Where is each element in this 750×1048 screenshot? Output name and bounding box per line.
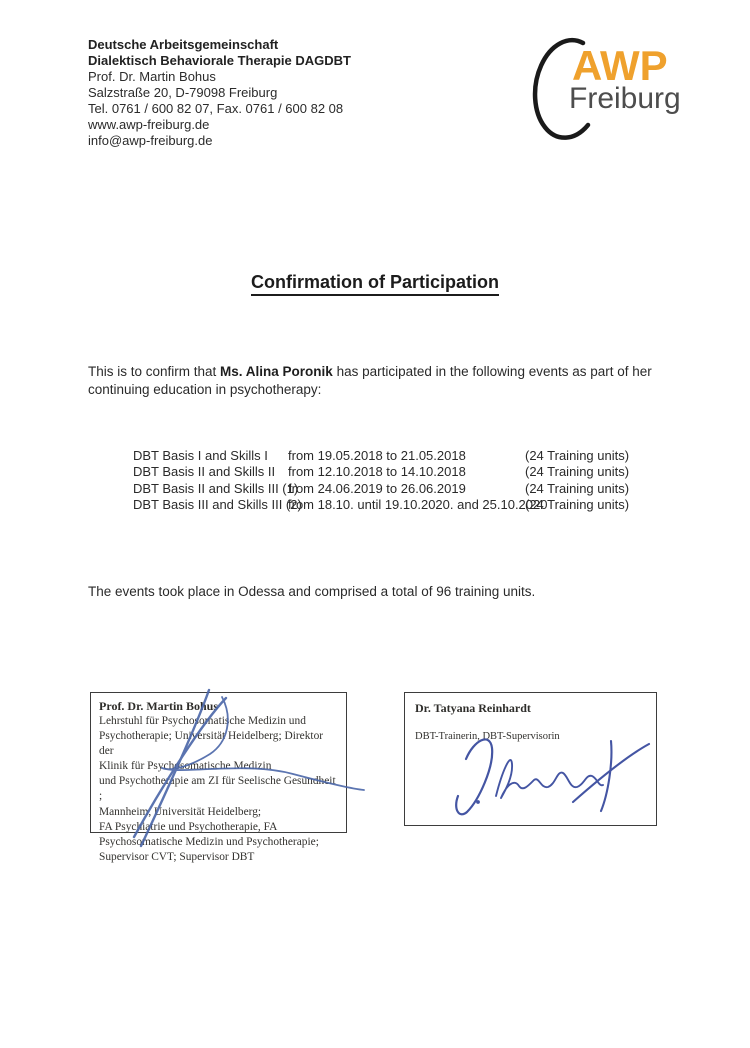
- event-dates: from 18.10. until 19.10.2020. and 25.10.2020: [288, 496, 548, 512]
- event-units: (24 Training units): [525, 496, 630, 512]
- signer-credential-line: und Psychotherapie am ZI für Seelische Gesundheit ;: [99, 775, 336, 803]
- contact-address: Salzstraße 20, D-79098 Freiburg: [88, 85, 278, 100]
- page-title: Confirmation of Participation: [251, 272, 499, 296]
- summary-line: The events took place in Odessa and comprised a total of 96 training units.: [88, 584, 536, 599]
- signer-name: Dr. Tatyana Reinhardt: [415, 701, 531, 715]
- signer-credential-line: Psychosomatische Medizin und Psychotherapie;: [99, 835, 319, 848]
- signer-credential-line: Psychotherapie; Universität Heidelberg; Direktor der: [99, 730, 324, 758]
- table-row: [133, 481, 629, 497]
- signer-name: Prof. Dr. Martin Bohus: [99, 699, 219, 713]
- signer-credential-line: Lehrstuhl für Psychosomatische Medizin und: [99, 715, 306, 727]
- event-name: DBT Basis II and Skills II: [133, 464, 276, 480]
- participant-name: Ms. Alina Poronik: [220, 364, 333, 379]
- event-units: (24 Training units): [525, 464, 630, 480]
- intro-paragraph: [88, 363, 668, 398]
- event-name: DBT Basis I and Skills I: [133, 448, 268, 463]
- signer-credential-line: Klinik für Psychosomatische Medizin: [99, 760, 272, 773]
- signer-credential-line: Supervisor CVT; Supervisor DBT: [99, 850, 255, 863]
- org-name-line1: Deutsche Arbeitsgemeinschaft: [88, 37, 279, 52]
- event-dates: from 12.10.2018 to 14.10.2018: [288, 464, 466, 480]
- logo-city: Freiburg: [569, 82, 681, 115]
- letterhead: [88, 37, 351, 149]
- event-dates: from 24.06.2019 to 26.06.2019: [288, 480, 466, 496]
- event-name: DBT Basis II and Skills III (1): [133, 480, 299, 496]
- event-name: DBT Basis III and Skills III (2): [133, 496, 302, 512]
- logo-acronym: AWP: [572, 42, 668, 89]
- awp-freiburg-logo: [525, 15, 725, 150]
- org-name-line2: Dialektisch Behaviorale Therapie DAGDBT: [88, 53, 351, 68]
- signature-box-reinhardt: [404, 692, 657, 826]
- intro-prefix: This is to confirm that: [88, 364, 221, 379]
- event-dates: from 19.05.2018 to 21.05.2018: [288, 448, 466, 463]
- signature-box-bohus: [90, 692, 347, 863]
- contact-person: Prof. Dr. Martin Bohus: [88, 69, 216, 84]
- table-row: [133, 448, 629, 464]
- intro-suffix: has participated in the following events as part of her continuing education in psychotherapy:: [88, 364, 652, 397]
- signer-credential-line: FA Psychiatrie und Psychotherapie, FA: [99, 820, 278, 833]
- event-units: (24 Training units): [525, 480, 630, 496]
- contact-website: www.awp-freiburg.de: [88, 117, 210, 132]
- events-table: [133, 448, 629, 513]
- contact-email: info@awp-freiburg.de: [88, 133, 213, 148]
- event-units: (24 Training units): [525, 448, 630, 463]
- contact-phone-fax: Tel. 0761 / 600 82 07, Fax. 0761 / 600 82 08: [88, 101, 344, 116]
- signer-role: DBT-Trainerin, DBT-Supervisorin: [415, 731, 560, 742]
- table-row: [133, 497, 629, 513]
- table-row: [133, 464, 629, 480]
- signer-credential-line: Mannheim, Universität Heidelberg;: [99, 805, 262, 818]
